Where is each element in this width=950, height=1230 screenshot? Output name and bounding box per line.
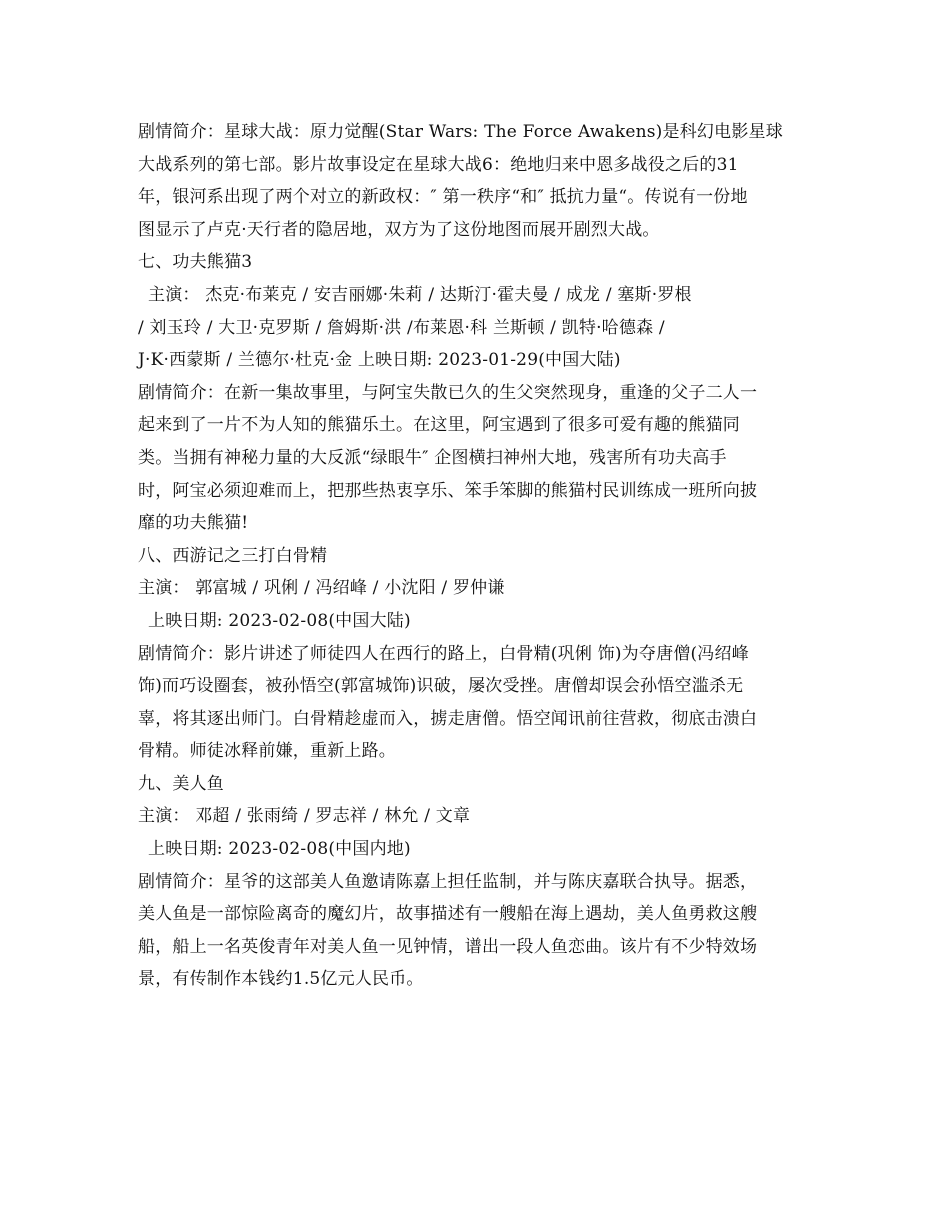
synopsis-kung-fu-panda-line-3: 类。当拥有神秘力量的大反派“绿眼牛″ 企图横扫神州大地，残害所有功夫高手 (138, 447, 727, 468)
section-heading-kung-fu-panda-3: 七、功夫熊猫3 (138, 252, 253, 273)
cast-mermaid: 主演： 邓超 / 张雨绮 / 罗志祥 / 林允 / 文章 (138, 806, 471, 827)
release-date-journey-to-west: 上映日期: 2023-02-08(中国大陆) (148, 610, 411, 631)
document-page (138, 116, 814, 996)
synopsis-mermaid-line-2: 美人鱼是一部惊险离奇的魔幻片，故事描述有一艘船在海上遇劫，美人鱼勇救这艘 (138, 904, 758, 925)
synopsis-kung-fu-panda-line-2: 起来到了一片不为人知的熊猫乐土。在这里，阿宝遇到了很多可爱有趣的熊猫同 (138, 415, 740, 436)
cast-kung-fu-panda-line-1: 主演： 杰克·布莱克 / 安吉丽娜·朱莉 / 达斯汀·霍夫曼 / 成龙 / 塞斯·罗根 (148, 284, 692, 305)
synopsis-star-wars-line-1: 剧情简介：星球大战：原力觉醒(Star Wars: The Force Awakens)是科幻电影星球 (138, 122, 783, 142)
release-date-mermaid: 上映日期: 2023-02-08(中国内地) (148, 839, 411, 860)
synopsis-journey-to-west-line-4: 骨精。师徒冰释前嫌，重新上路。 (138, 741, 396, 762)
cast-kung-fu-panda-line-2: / 刘玉玲 / 大卫·克罗斯 / 詹姆斯·洪 /布莱恩·科 兰斯顿 / 凯特·哈德森 / (138, 317, 665, 338)
synopsis-journey-to-west-line-3: 辜，将其逐出师门。白骨精趁虚而入，掳走唐僧。悟空闻讯前往营救，彻底击溃白 (138, 708, 758, 729)
synopsis-journey-to-west-line-2: 饰)而巧设圈套，被孙悟空(郭富城饰)识破，屡次受挫。唐僧却误会孙悟空滥杀无 (138, 676, 744, 697)
synopsis-mermaid-line-1: 剧情简介：星爷的这部美人鱼邀请陈嘉上担任监制，并与陈庆嘉联合执导。据悉， (138, 871, 758, 892)
synopsis-star-wars-line-3: 年，银河系出现了两个对立的新政权：″ 第一秩序“和″ 抵抗力量“。传说有一份地 (138, 187, 748, 208)
section-heading-journey-to-west: 八、西游记之三打白骨精 (138, 545, 328, 566)
section-heading-mermaid: 九、美人鱼 (138, 773, 224, 794)
synopsis-star-wars-line-4: 图显示了卢克·天行者的隐居地，双方为了这份地图而展开剧烈大战。 (138, 219, 660, 240)
synopsis-mermaid-line-3: 船，船上一名英俊青年对美人鱼一见钟情，谱出一段人鱼恋曲。该片有不少特效场 (138, 936, 758, 957)
synopsis-kung-fu-panda-line-1: 剧情简介：在新一集故事里，与阿宝失散已久的生父突然现身，重逢的父子二人一 (138, 382, 758, 403)
synopsis-mermaid-line-4: 景，有传制作本钱约1.5亿元人民币。 (138, 969, 424, 990)
synopsis-journey-to-west-line-1: 剧情简介：影片讲述了师徒四人在西行的路上，白骨精(巩俐 饰)为夺唐僧(冯绍峰 (138, 643, 749, 664)
cast-journey-to-west: 主演： 郭富城 / 巩俐 / 冯绍峰 / 小沈阳 / 罗仲谦 (138, 578, 505, 599)
synopsis-kung-fu-panda-line-5: 靡的功夫熊猫! (138, 513, 249, 534)
cast-release-kung-fu-panda-line-3: J·K·西蒙斯 / 兰德尔·杜克·金 上映日期: 2023-01-29(中国大陆) (138, 350, 621, 371)
synopsis-kung-fu-panda-line-4: 时，阿宝必须迎难而上，把那些热衷享乐、笨手笨脚的熊猫村民训练成一班所向披 (138, 480, 758, 501)
synopsis-star-wars-line-2: 大战系列的第七部。影片故事设定在星球大战6：绝地归来中恩多战役之后的31 (138, 154, 739, 175)
